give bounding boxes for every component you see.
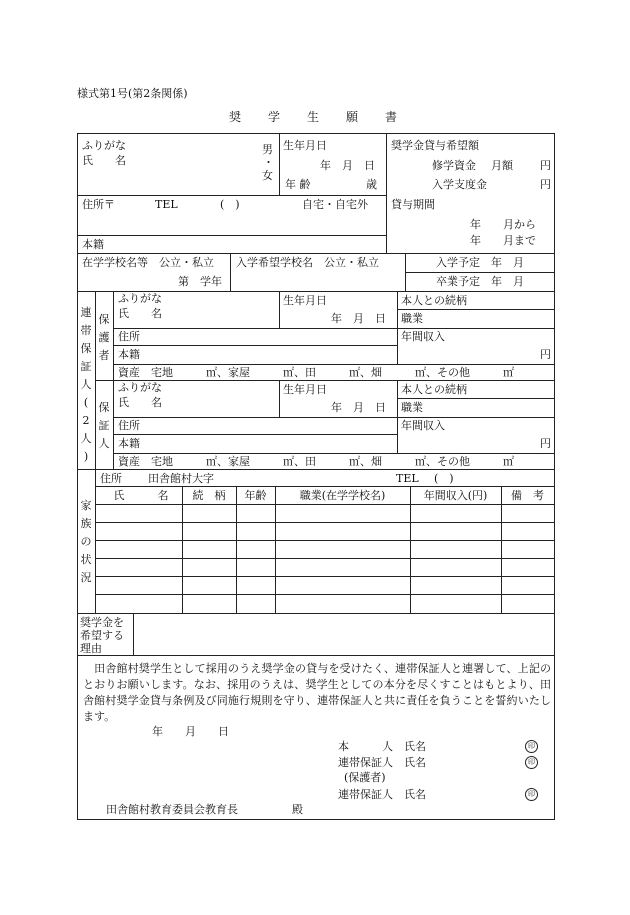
g2-birth-label: 生年月日 (283, 383, 327, 396)
school-label: 在学学校名等 公立・私立 (82, 256, 214, 269)
frame-left (77, 133, 78, 820)
signature-self: 本 人 氏名 (338, 740, 426, 753)
line-g17 (113, 453, 555, 454)
line-a5 (77, 253, 555, 254)
g1-name-label: 氏 名 (118, 307, 162, 320)
line-g11 (279, 380, 280, 417)
g1-income-yen: 円 (540, 348, 551, 361)
applicant-age-unit: 歳 (366, 178, 377, 191)
form-title-1: 奨 (229, 110, 242, 124)
family-col-name: 氏 名 (113, 489, 169, 502)
line-f11 (95, 558, 555, 559)
family-col-notes: 備 考 (511, 489, 544, 502)
frame-top (77, 133, 555, 134)
loan-period-to: 年 月まで (470, 234, 536, 247)
applicant-furigana-label: ふりがな (82, 139, 126, 152)
line-g13 (397, 398, 555, 399)
graduation-plan: 卒業予定 年 月 (436, 275, 524, 288)
applicant-age-label: 年 齢 (285, 178, 311, 191)
family-tel-paren: ( ) (434, 472, 454, 485)
frame-bottom (77, 819, 555, 820)
pledge-date: 年 月 日 (152, 725, 229, 738)
loan-title: 奨学金貸与希望額 (391, 139, 479, 152)
line-g14 (113, 417, 555, 418)
form-title-3: 生 (307, 110, 320, 124)
g2-furigana: ふりがな (118, 381, 162, 394)
applicant-tel-label: TEL (155, 198, 178, 211)
guarantor1-side-label: 保 護 者 (98, 313, 110, 362)
addressee: 田舎館村教育委員会教育長 (106, 803, 238, 816)
g1-address-label: 住所 (118, 330, 140, 343)
g1-birth-ymd: 年 月 日 (331, 312, 386, 325)
g2-address-label: 住所 (118, 419, 140, 432)
pledge-text: 田舎館村奨学生として採用のうえ奨学金の貸与を受けたく、連帯保証人と連署して、上記のとおりお願いします。なお、採用のうえは、奨学生としての本分を尽くすことはもとより、田舎館村奨学金貸与条例及び同施行規則を守り、連帯保証人と共に責任を負うことを誓約いたします。 (83, 662, 551, 723)
form-title-2: 学 (268, 110, 281, 124)
loan-monthly-label: 月額 (491, 159, 513, 172)
g1-relation-label: 本人との続柄 (401, 294, 467, 307)
applicant-tel-paren: ( ) (220, 198, 240, 211)
signature-guarantor1: 連帯保証人 氏名 (338, 756, 426, 769)
seal-guarantor1-icon: 印 (525, 756, 538, 769)
form-title-4: 願 (346, 110, 359, 124)
g2-birth-ymd: 年 月 日 (331, 401, 386, 414)
loan-prep-label: 入学支度金 (432, 178, 487, 191)
line-g7 (397, 328, 398, 364)
family-address-value: 田舎館村大字 (148, 472, 214, 485)
g2-domicile-label: 本籍 (118, 437, 140, 450)
form-number: 様式第1号(第2条関係) (77, 87, 188, 100)
seal-self-icon: 印 (525, 740, 538, 753)
g2-occupation-label: 職業 (401, 401, 423, 414)
guardian-note: (保護者) (344, 771, 386, 784)
g2-income-label: 年間収入 (401, 419, 445, 432)
loan-tuition-yen: 円 (540, 159, 551, 172)
family-address-label: 住所 (100, 472, 122, 485)
line-r2 (77, 655, 555, 656)
line-g3 (279, 291, 280, 328)
g1-assets: 資産 宅地 ㎡、家屋 ㎡、田 ㎡、畑 ㎡、その他 ㎡ (118, 366, 514, 379)
guarantor-group-label: 連 帯 保 証 人 ( 2 人 ) (80, 306, 92, 463)
school-grade: 第 学年 (178, 275, 222, 288)
family-col-relation: 続 柄 (192, 489, 226, 502)
line-f13 (95, 594, 555, 595)
family-side-label: 家 族 の 状 況 (80, 499, 92, 584)
applicant-residence: 自宅・自宅外 (302, 198, 368, 211)
line-g5 (397, 309, 555, 310)
line-f8 (95, 504, 555, 505)
line-g6 (113, 328, 555, 329)
g2-name-label: 氏 名 (118, 396, 162, 409)
g1-occupation-label: 職業 (401, 312, 423, 325)
line-f12 (95, 576, 555, 577)
admission-plan: 入学予定 年 月 (436, 256, 524, 269)
line-f1 (95, 469, 96, 613)
line-r1 (133, 613, 134, 655)
sex-male: 男 (262, 143, 273, 156)
g2-assets: 資産 宅地 ㎡、家屋 ㎡、田 ㎡、畑 ㎡、その他 ㎡ (118, 455, 514, 468)
line-a1 (279, 133, 280, 195)
line-f2 (95, 486, 555, 487)
line-g10 (95, 380, 555, 381)
family-col-age: 年齢 (244, 489, 267, 502)
loan-tuition-label: 修学資金 (432, 159, 476, 172)
applicant-address-label: 住所〒 (82, 198, 115, 211)
line-g9 (113, 364, 555, 365)
line-f14 (77, 613, 555, 614)
g1-domicile-label: 本籍 (118, 348, 140, 361)
line-g18 (77, 469, 555, 470)
line-g8 (113, 345, 398, 346)
applicant-name-label: 氏 名 (82, 154, 126, 167)
g1-income-label: 年間収入 (401, 330, 445, 343)
family-tel-label: TEL (396, 472, 419, 485)
loan-period-label: 貸与期間 (391, 198, 435, 211)
sex-female: 女 (262, 169, 273, 182)
line-a6 (230, 253, 231, 291)
seal-guarantor2-icon: 印 (525, 788, 538, 801)
line-g16 (113, 434, 398, 435)
loan-prep-yen: 円 (540, 178, 551, 191)
line-a4 (77, 235, 387, 236)
family-col-income: 年間収入(円) (423, 489, 488, 502)
reason-label: 奨学金を 希望する 理由 (80, 616, 124, 655)
applicant-birth-label: 生年月日 (283, 139, 327, 152)
family-col-occupation: 職業(在学学校名) (299, 489, 386, 502)
sex-dot: ・ (263, 156, 274, 169)
g2-income-yen: 円 (540, 437, 551, 450)
line-f9 (95, 522, 555, 523)
loan-period-from: 年 月から (470, 218, 536, 231)
g1-birth-label: 生年月日 (283, 294, 327, 307)
signature-guarantor2: 連帯保証人 氏名 (338, 788, 426, 801)
line-a8 (405, 272, 555, 273)
applicant-birth-ymd: 年 月 日 (320, 159, 375, 172)
line-g15 (397, 417, 398, 453)
line-f10 (95, 540, 555, 541)
g1-furigana: ふりがな (118, 292, 162, 305)
frame-right (554, 133, 555, 820)
target-school-label: 入学希望学校名 公立・私立 (236, 256, 379, 269)
line-a3 (77, 195, 387, 196)
applicant-domicile-label: 本籍 (82, 238, 104, 251)
g2-relation-label: 本人との続柄 (401, 383, 467, 396)
form-title-5: 書 (385, 110, 398, 124)
addressee-suffix: 殿 (292, 803, 303, 816)
guarantor2-side-label: 保 証 人 (98, 401, 110, 450)
